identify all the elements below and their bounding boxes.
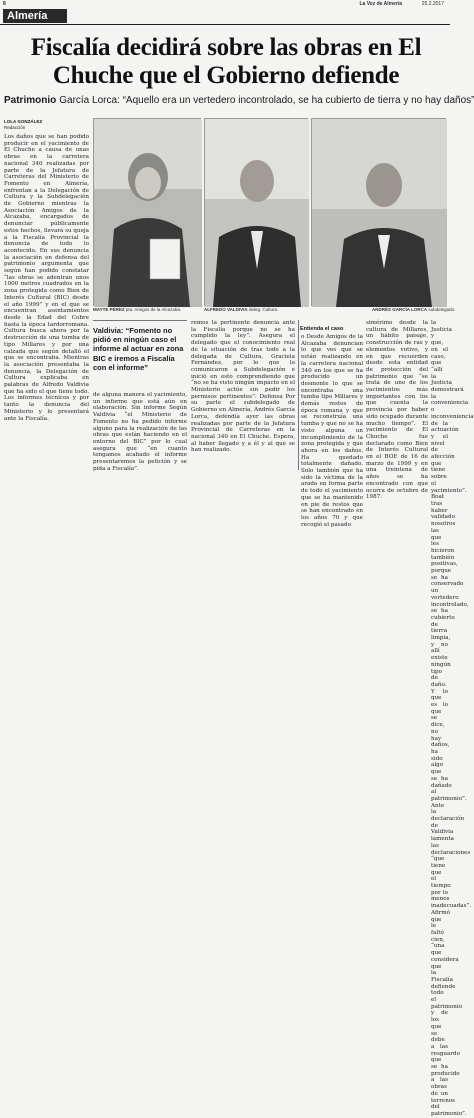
issue-date: 25.2.2017: [421, 1, 444, 7]
subheadline: [4, 95, 474, 106]
caption-1-name: MAYTE PÉREZ: [93, 307, 125, 312]
side-box-heading: Entienda el caso: [300, 326, 344, 332]
pull-quote-text: “Fomento no pidió en ningún caso el informe al actuar en zona BIC e iremos a Fiscalía con el informe”: [93, 326, 184, 372]
column-divider: [298, 320, 299, 470]
byline: [4, 119, 64, 131]
portrait-image: [205, 119, 309, 307]
quote-rule: [93, 320, 187, 321]
headline: Fiscalía decidirá sobre las obras en El Chuche que el Gobierno defiende: [30, 34, 422, 89]
subhead-text: García Lorca: “Aquello era un vertedero incontrolado, se ha cubierto de tierra y no hay daños”: [59, 95, 474, 106]
photo-andres-garcia-lorca: [311, 118, 446, 306]
section-header: [0, 8, 450, 25]
caption-3: [372, 307, 455, 312]
subhead-kicker: Patrimonio: [4, 95, 57, 106]
byline-author: LOLA GONZÁLEZ: [4, 119, 43, 124]
article-column-3: remos la pertinente denuncia ante la Fiscalía porque no se ha cumplido la ley”. Asegura el delegado que el conocimiento real de la situación de tras todo a la delegada de Cultura, Graciela Fernández, por lo que lo comunicaron a Subdelegación e inició en esto comprendiendo que “no se ha visto ningún impacto en el Ministerio actúe sin pedir los permisos pertinentes”. Defensa Por su parte el subdelegado de Gobierno en Almería, Andrés García Lorca, defendía ayer las obras realizadas por parte de la Jefatura Provincial de Carreteras en la nacional 340 en El Chuche. Espera, al haber llegado y a él y al que se han realizado.: [191, 320, 295, 454]
caption-2-role: deleg. Cultura.: [248, 307, 279, 312]
article-column-5: simérimo desde la cultura de Millares, un hábito paisaje, construcción de ras y elementos votivo, y en que recuerden desde esta entidad de protección del patrimonio que “se trata de uno de los yacimientos más importantes con los que cuenta la provincia por haber sido ocupado durante mucho tiempo”. El yacimiento de El Chuche fue declarado como Bien de Interés Cultural en el BOE de 16 de marzo de 1999 y en una treintena de años se ha encontrado con que ocurra de octubre de 1987.: [366, 320, 428, 501]
portrait-image: [312, 119, 447, 307]
section-label: Almería: [3, 9, 67, 23]
caption-1-role: pta. Amigos de la Alcazaba.: [125, 307, 182, 312]
byline-desk: Redacción: [4, 125, 26, 130]
caption-1: [93, 307, 181, 312]
portrait-image: [94, 119, 202, 307]
pull-quote: [93, 326, 187, 372]
page-number: 8: [3, 1, 6, 7]
caption-2-name: ALFREDO VALDIVIA: [204, 307, 248, 312]
masthead: [0, 0, 450, 8]
caption-2: [204, 307, 278, 312]
caption-3-name: ANDRÉS GARCÍA LORCA: [372, 307, 428, 312]
publication-name: La Voz de Almería: [359, 1, 402, 7]
article-column-4: o Desde Amigos de la Alcazaba denuncian lo que ves que se están realizando en la carretera nacional 340 en los que se ha producido un desmonte lo que se encontraba una tumba tipo Millares y demás restos de época romana y que se reconstruía una tumba y que no se ha visto alguna un incumplimiento de la zona protegida y que ahora en los daños. Ha quedado totalmente dañado. Solo también que ha sido la víctima de la arada en forma parte de todo el yacimiento que se ha mantenido en pie de restos que se han encontrado en los años 70 y que recogió el pasado: [301, 334, 363, 528]
caption-3-role: subdelegado.: [428, 307, 456, 312]
article-column-1: Los daños que se han podido producir en el yacimiento de El Chuche a causa de unas obras en la carretera nacional 340 realizadas por parte de la Jefatura de Carreteras del Ministerio de Fomento en Almería, enfrentan a la Delegación de Cultura y la Subdelegación de Gobierno mientras la Asociación Amigos de la Alcazaba, encargados de denunciar públicamente estos hechos, llevará su queja a la Fiscalía Provincial la denuncia de todo lo acontecido. En sus denuncia la asociación en defensa del patrimonio argumenta que según han podido constatar “las obras se adentran unos 1000 metros cuadrados en la zona protegida como Bien de Interés Cultural (BIC) desde el año 1999” y en el que se encuentran asentamientos desde la Edad del Cobre hasta la época tardorromana. Cultura busca ahora por la destrucción de una tumba de tipo Millares y por una calzada que según detalló el que se encontraba. Mientras la asociación presentaba la denuncia, la Delegación de Cultura explicaba en palabras de Alfredo Valdivia que ha sido el que tiene todo. Los informes técnicos y por tanto la denuncia del Ministerio y lo presentará ante la Fiscalía.: [4, 134, 89, 422]
pull-quote-name: Valdivia:: [93, 326, 124, 335]
article-column-6: la Justicia y que, en el caso, que “allí la Justicia demostrará la conveniencia o inconveniencia de la actuación y el nivel de afección que tiene sobre el yacimiento”. Boat tras haber validado nosotros las que les hicieron también positivas, porque se ha conservado un vertedero incontrolado, se ha cubierto de tierra limpia, y no allí existe ningún tipo de daño. Y lo que es lo que se dice, no hay daños, ha sido algo que se ha dañado al patrimonio”. Ante la declaración de Valdivia lamenta las declaraciones “que tiene que el tiempo por lo menos inadecuadas”. Afirmó que le faltó cien, “una que considera que la Fiscalía defiende todo el patrimonio y de los que se debe a las resguardo que se ha producido a las obras de un terrenos del patrimonio”.: [431, 320, 474, 1117]
photo-mayte-perez: [93, 118, 201, 306]
article-column-2: de alguna manera el yacimiento, un informe que está aún en elaboración. Sin informe Según Valdivia “el Ministerio de Fomento no ha pedido informe alguno para la realización de las obras que están haciendo en el entorno del BIC” por lo cual asegura que “en cuanto tengamos acabado el informe presentaremos la petición y se pida a Fiscalía”.: [93, 392, 187, 472]
photo-alfredo-valdivia: [204, 118, 308, 306]
